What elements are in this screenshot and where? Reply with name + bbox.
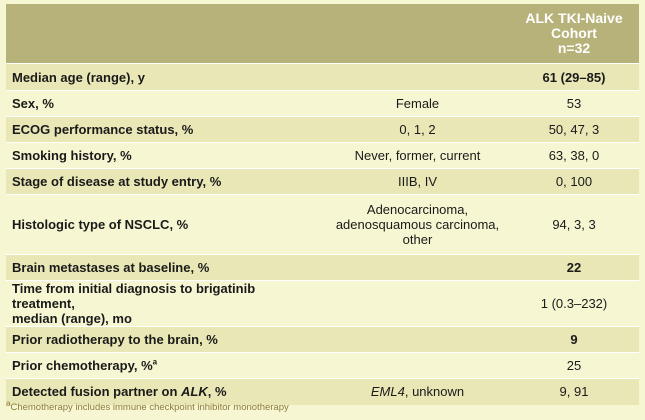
- row-detail: Never, former, current: [326, 143, 509, 169]
- table-header-row: [6, 4, 639, 64]
- row-label-suffix: , %: [207, 384, 227, 400]
- row-value: 63, 38, 0: [509, 143, 639, 169]
- footnote-marker: a: [6, 398, 11, 408]
- row-label: Sex, %: [6, 91, 326, 117]
- table-row: [6, 117, 639, 143]
- row-detail-line1: Adenocarcinoma,: [366, 202, 469, 217]
- row-value: 50, 47, 3: [509, 117, 639, 143]
- footnote: [6, 398, 289, 413]
- row-detail: Female: [326, 91, 509, 117]
- row-value: 22: [509, 255, 639, 281]
- row-label-gene: ALK: [181, 384, 208, 400]
- row-label: Stage of disease at study entry, %: [6, 169, 326, 195]
- row-label: ECOG performance status, %: [6, 117, 326, 143]
- header-cohort-line2: Cohort: [551, 25, 597, 41]
- header-cohort: [509, 4, 639, 64]
- row-detail: [326, 353, 509, 379]
- header-cohort-line1: ALK TKI-Naive: [525, 10, 623, 26]
- footnote-text: Chemotherapy includes immune checkpoint inhibitor monotherapy: [10, 402, 289, 413]
- row-detail: [326, 379, 509, 405]
- row-detail-line3: other: [402, 232, 433, 247]
- row-detail: [326, 281, 509, 327]
- row-detail: IIIB, IV: [326, 169, 509, 195]
- row-detail: 0, 1, 2: [326, 117, 509, 143]
- row-label: Brain metastases at baseline, %: [6, 255, 326, 281]
- table-row: [6, 255, 639, 281]
- header-detail: [326, 4, 509, 64]
- row-label: [6, 353, 326, 379]
- header-characteristic: [6, 4, 326, 64]
- row-label: [6, 281, 326, 327]
- table-row: [6, 353, 639, 379]
- row-detail: [326, 195, 509, 255]
- row-value: 25: [509, 353, 639, 379]
- row-detail-suffix: , unknown: [404, 384, 465, 400]
- table-row: [6, 281, 639, 327]
- table-row: [6, 327, 639, 353]
- row-detail: [326, 64, 509, 91]
- row-label: Histologic type of NSCLC, %: [6, 195, 326, 255]
- row-value: 1 (0.3–232): [509, 281, 639, 327]
- table-row: [6, 195, 639, 255]
- row-value: 9: [509, 327, 639, 353]
- row-value: 94, 3, 3: [509, 195, 639, 255]
- row-label: Smoking history, %: [6, 143, 326, 169]
- row-label: Median age (range), y: [6, 64, 326, 91]
- row-value: 61 (29–85): [509, 64, 639, 91]
- row-label-line1: Time from initial diagnosis to brigatinib treatment,: [12, 281, 256, 311]
- row-value: 9, 91: [509, 379, 639, 405]
- row-label-text: Prior chemotherapy, %: [12, 358, 153, 373]
- baseline-characteristics-table: [6, 4, 639, 405]
- row-detail-line2: adenosquamous carcinoma,: [335, 217, 500, 232]
- row-label: [6, 379, 326, 405]
- row-value: 0, 100: [509, 169, 639, 195]
- table-row: [6, 64, 639, 91]
- table-row: [6, 143, 639, 169]
- footnote-marker: a: [152, 357, 158, 367]
- header-cohort-line3: n=32: [557, 40, 591, 56]
- table-row: [6, 379, 639, 405]
- row-label-prefix: Detected fusion partner on: [12, 384, 182, 400]
- row-value: 53: [509, 91, 639, 117]
- row-label: Prior radiotherapy to the brain, %: [6, 327, 326, 353]
- table-row: [6, 169, 639, 195]
- row-detail: [326, 255, 509, 281]
- row-detail: [326, 327, 509, 353]
- row-detail-gene: EML4: [370, 384, 405, 400]
- row-label-line2: median (range), mo: [12, 311, 132, 326]
- table-row: [6, 91, 639, 117]
